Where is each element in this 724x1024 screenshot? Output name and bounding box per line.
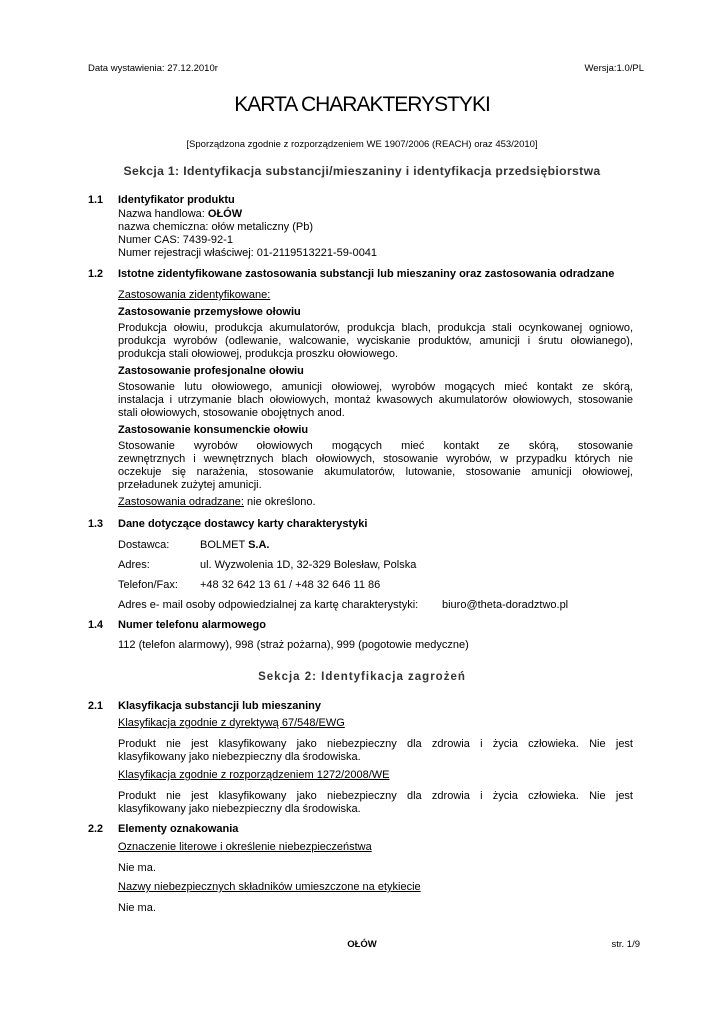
email-value: biuro@theta-doradztwo.pl xyxy=(442,599,569,611)
footer-product: OŁÓW xyxy=(347,939,377,950)
emergency-phones: 112 (telefon alarmowy), 998 (straż pożarna), 999 (pogotowie medyczne) xyxy=(118,639,469,651)
section-1-2-heading: Istotne zidentyfikowane zastosowania substancji lub mieszaniny oraz zastosowania odradzane xyxy=(118,268,615,280)
section-2-1-heading: Klasyfikacja substancji lub mieszaniny xyxy=(118,700,321,712)
supplier-label: Dostawca: xyxy=(118,539,170,551)
version: Wersja:1.0/PL xyxy=(584,63,644,74)
footer-page: str. 1/9 xyxy=(611,939,640,950)
professional-line-3: stali ołowiowych, stosowanie obojętnych anod. xyxy=(118,407,345,419)
directive-line-1: Produkt nie jest klasyfikowany jako niebezpieczny dla zdrowia i życia człowieka. Nie jest xyxy=(118,738,633,750)
supplier-value xyxy=(200,539,270,552)
section-1-4-heading: Numer telefonu alarmowego xyxy=(118,619,266,631)
section-1-3-heading: Dane dotyczące dostawcy karty charakterystyki xyxy=(118,518,368,530)
regulation-classification-label: Klasyfikacja zgodnie z rozporządzeniem 1272/2008/WE xyxy=(118,769,390,781)
hazardous-components-value: Nie ma. xyxy=(118,902,156,914)
trade-name-label: Nazwa handlowa: xyxy=(118,208,205,220)
regulation-line-1: Produkt nie jest klasyfikowany jako niebezpieczny dla zdrowia i życia człowieka. Nie jest xyxy=(118,790,633,802)
supplier-suffix: S.A. xyxy=(248,539,270,551)
trade-name xyxy=(118,208,242,221)
advised-against-value: nie określono. xyxy=(243,496,316,508)
directive-line-2: klasyfikowany jako niebezpieczny dla środowiska. xyxy=(118,751,361,763)
subtitle: [Sporządzona zgodnie z rozporządzeniem WE 1907/2006 (REACH) oraz 453/2010] xyxy=(186,139,538,150)
supplier-name: BOLMET xyxy=(200,539,246,551)
consumer-line-2: zewnętrznych i wewnętrznych blach ołowiowych, stosowanie wyrobów, w przypadku których nie xyxy=(118,453,633,465)
hazard-letter-value: Nie ma. xyxy=(118,862,156,874)
consumer-use-heading: Zastosowanie konsumenckie ołowiu xyxy=(118,424,309,436)
industrial-line-2: produkcja wyrobów (odlewanie, walcowanie, wyciskanie produktów, amunicji i śrutu ołowianego), xyxy=(118,335,633,347)
hazardous-components-label: Nazwy niebezpiecznych składników umieszczone na etykiecie xyxy=(118,881,421,893)
issue-date: Data wystawienia: 27.12.2010r xyxy=(88,63,218,74)
section-1-heading: Sekcja 1: Identyfikacja substancji/mieszaniny i identyfikacja przedsiębiorstwa xyxy=(123,164,601,178)
trade-name-value: OŁÓW xyxy=(207,208,243,220)
section-1-4-number: 1.4 xyxy=(88,619,104,631)
directive-classification-label: Klasyfikacja zgodnie z dyrektywą 67/548/EWG xyxy=(118,717,345,729)
section-1-1-number: 1.1 xyxy=(88,194,104,206)
cas-number: Numer CAS: 7439-92-1 xyxy=(118,234,233,246)
address-value: ul. Wyzwolenia 1D, 32-329 Bolesław, Polska xyxy=(200,559,417,571)
section-2-1-number: 2.1 xyxy=(88,700,104,712)
professional-line-2: instalacja i utrzymanie blach ołowiowych, montaż kwasowych akumulatorów ołowiowych, stosowanie xyxy=(118,394,633,406)
consumer-line-4: przeładunek zużytej amunicji. xyxy=(118,479,262,491)
consumer-line-3: oczekuje się narażenia, stosowanie akumulatorów, lutowanie, stosowanie amunicji ołowiowej, xyxy=(118,466,633,478)
hazard-letter-label: Oznaczenie literowe i określenie niebezpieczeństwa xyxy=(118,841,372,853)
industrial-use-heading: Zastosowanie przemysłowe ołowiu xyxy=(118,306,301,318)
section-2-2-heading: Elementy oznakowania xyxy=(118,823,239,835)
professional-line-1: Stosowanie lutu ołowiowego, amunicji ołowiowej, wyrobów mogących mieć kontakt ze skórą, xyxy=(118,381,633,393)
consumer-line-1: Stosowanie wyrobów ołowiowych mogących mieć kontakt ze skórą, stosowanie xyxy=(118,440,633,452)
chemical-name: nazwa chemiczna: ołów metaliczny (Pb) xyxy=(118,221,314,233)
address-label: Adres: xyxy=(118,559,150,571)
phone-label: Telefon/Fax: xyxy=(118,579,178,591)
identified-uses-label: Zastosowania zidentyfikowane: xyxy=(118,289,271,301)
section-1-3-number: 1.3 xyxy=(88,518,104,530)
industrial-line-1: Produkcja ołowiu, produkcja akumulatorów, produkcja blach, produkcja stali ocynkowanej ogniowo, xyxy=(118,322,633,334)
professional-use-heading: Zastosowanie profesjonalne ołowiu xyxy=(118,365,304,377)
regulation-line-2: klasyfikowany jako niebezpieczny dla środowiska. xyxy=(118,803,361,815)
phone-value: +48 32 642 13 61 / +48 32 646 11 86 xyxy=(200,579,381,591)
email-label: Adres e- mail osoby odpowiedzialnej za kartę charakterystyki: xyxy=(118,599,419,611)
section-2-heading: Sekcja 2: Identyfikacja zagrożeń xyxy=(258,671,466,683)
section-2-2-number: 2.2 xyxy=(88,823,104,835)
registration-number: Numer rejestracji właściwej: 01-2119513221-59-0041 xyxy=(118,247,378,259)
section-1-1-heading: Identyfikator produktu xyxy=(118,194,235,206)
advised-against xyxy=(118,496,316,509)
industrial-line-3: produkcja stali ołowiowej, produkcja proszku ołowiowego. xyxy=(118,348,399,360)
section-1-2-number: 1.2 xyxy=(88,268,104,280)
advised-against-label: Zastosowania odradzane: xyxy=(118,496,244,508)
page-title: KARTA CHARAKTERYSTYKI xyxy=(234,93,490,116)
